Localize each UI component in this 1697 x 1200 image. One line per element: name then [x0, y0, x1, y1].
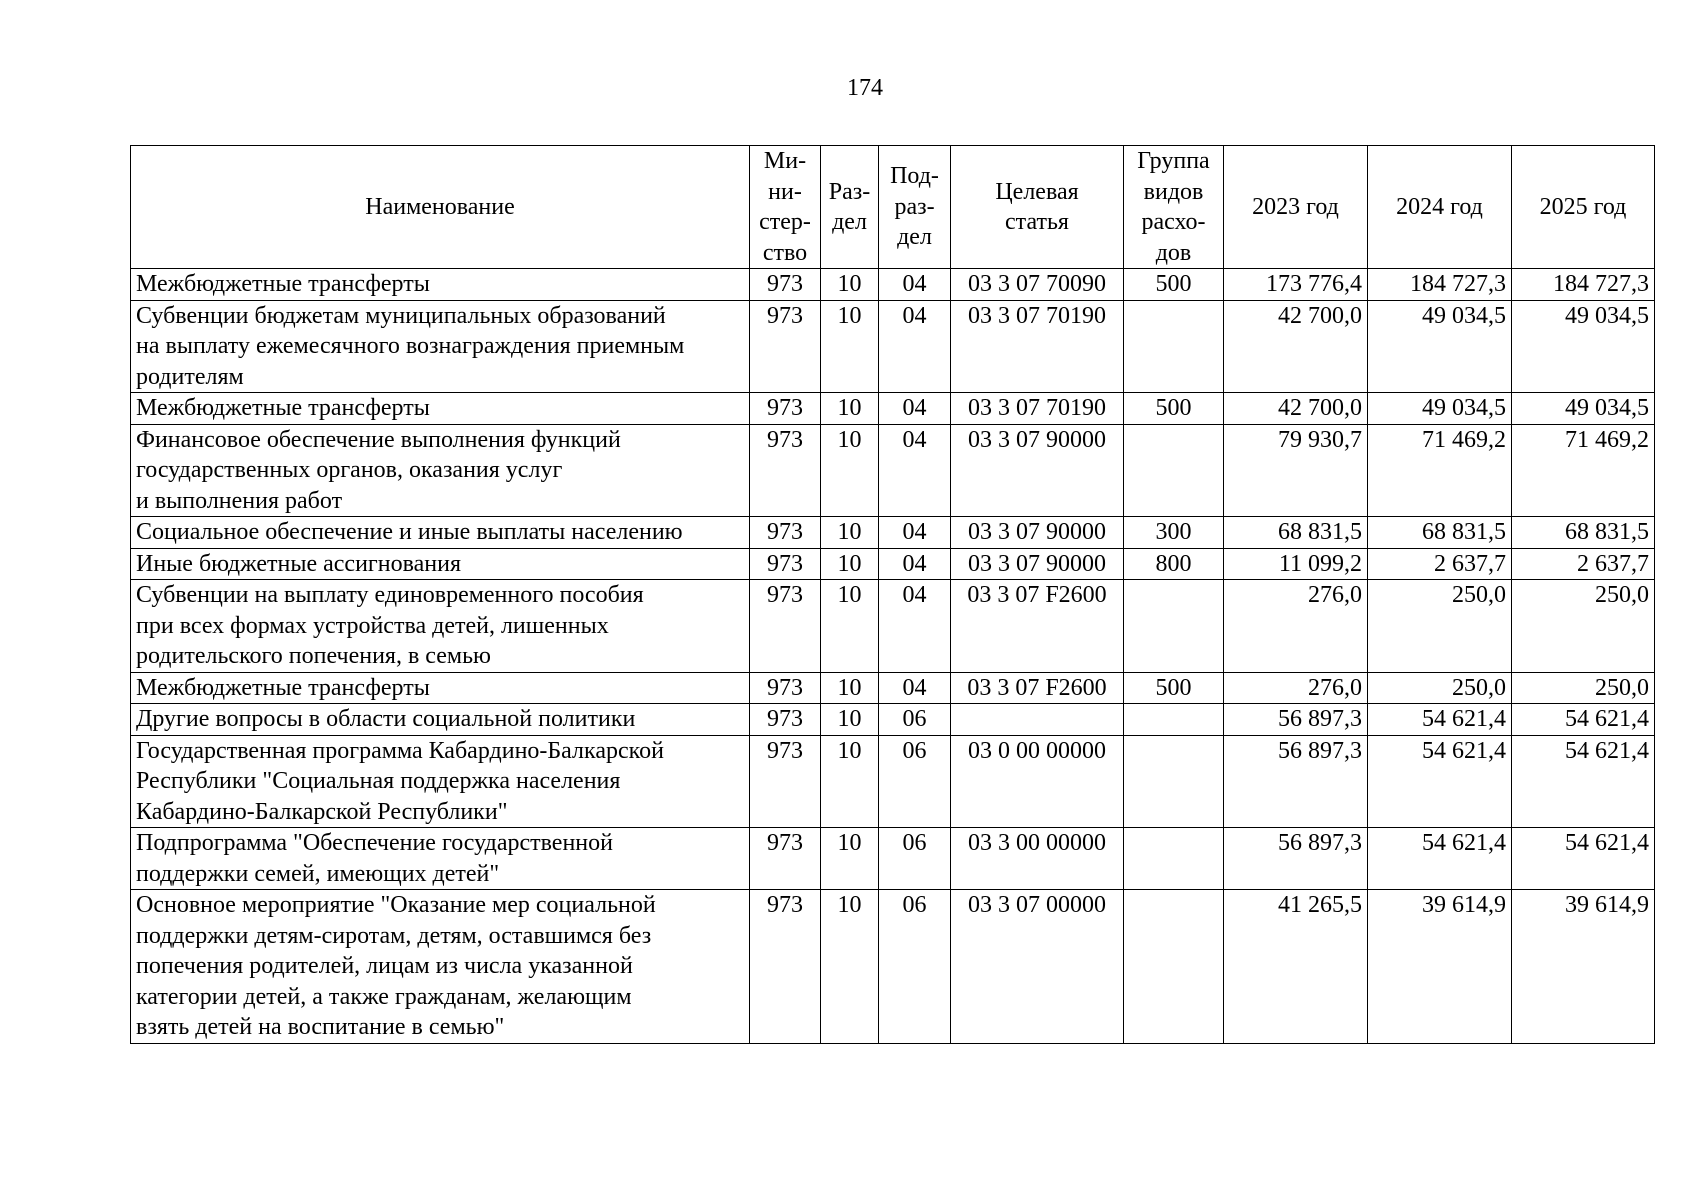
cell-2024: 184 727,3	[1368, 269, 1512, 301]
cell-target: 03 3 07 70190	[951, 393, 1124, 425]
table-row	[131, 580, 1655, 673]
header-row	[131, 146, 1655, 269]
cell-2024: 71 469,2	[1368, 424, 1512, 517]
cell-name: Финансовое обеспечение выполнения функций государственных органов, оказания услуг и выполнения работ	[131, 424, 750, 517]
cell-2025: 250,0	[1512, 580, 1655, 673]
cell-ministry: 973	[750, 393, 821, 425]
cell-2023: 276,0	[1224, 672, 1368, 704]
cell-2023: 11 099,2	[1224, 548, 1368, 580]
cell-target: 03 3 07 F2600	[951, 580, 1124, 673]
header-section: Раз- дел	[821, 146, 879, 269]
page-number: 174	[847, 75, 883, 101]
header-expense-group: Группа видов расхо- дов	[1124, 146, 1224, 269]
cell-subsection: 06	[879, 890, 951, 1044]
table-row	[131, 672, 1655, 704]
cell-ministry: 973	[750, 548, 821, 580]
cell-subsection: 04	[879, 672, 951, 704]
cell-ministry: 973	[750, 517, 821, 549]
cell-target: 03 3 07 70190	[951, 300, 1124, 393]
cell-expense-group	[1124, 704, 1224, 736]
cell-ministry: 973	[750, 300, 821, 393]
cell-name: Другие вопросы в области социальной политики	[131, 704, 750, 736]
header-name: Наименование	[131, 146, 750, 269]
cell-2024: 68 831,5	[1368, 517, 1512, 549]
cell-section: 10	[821, 580, 879, 673]
cell-target	[951, 704, 1124, 736]
cell-expense-group: 500	[1124, 393, 1224, 425]
header-2023: 2023 год	[1224, 146, 1368, 269]
cell-2025: 54 621,4	[1512, 828, 1655, 890]
cell-section: 10	[821, 735, 879, 828]
cell-expense-group: 500	[1124, 269, 1224, 301]
cell-2023: 173 776,4	[1224, 269, 1368, 301]
cell-ministry: 973	[750, 424, 821, 517]
cell-expense-group: 800	[1124, 548, 1224, 580]
cell-section: 10	[821, 828, 879, 890]
cell-section: 10	[821, 424, 879, 517]
cell-ministry: 973	[750, 890, 821, 1044]
cell-2023: 56 897,3	[1224, 735, 1368, 828]
cell-expense-group: 500	[1124, 672, 1224, 704]
cell-ministry: 973	[750, 828, 821, 890]
cell-subsection: 04	[879, 300, 951, 393]
cell-target: 03 3 07 90000	[951, 424, 1124, 517]
table-row	[131, 704, 1655, 736]
cell-2024: 54 621,4	[1368, 828, 1512, 890]
cell-2023: 276,0	[1224, 580, 1368, 673]
header-2025: 2025 год	[1512, 146, 1655, 269]
cell-name: Государственная программа Кабардино-Балкарской Республики "Социальная поддержка населения Кабардино-Балкарской Республики"	[131, 735, 750, 828]
cell-2024: 250,0	[1368, 580, 1512, 673]
cell-subsection: 06	[879, 828, 951, 890]
cell-subsection: 06	[879, 704, 951, 736]
cell-2024: 2 637,7	[1368, 548, 1512, 580]
header-ministry: Ми- ни- стер- ство	[750, 146, 821, 269]
cell-ministry: 973	[750, 704, 821, 736]
cell-2024: 49 034,5	[1368, 300, 1512, 393]
cell-2025: 49 034,5	[1512, 393, 1655, 425]
cell-target: 03 0 00 00000	[951, 735, 1124, 828]
cell-name: Межбюджетные трансферты	[131, 393, 750, 425]
cell-subsection: 06	[879, 735, 951, 828]
cell-name: Субвенции бюджетам муниципальных образований на выплату ежемесячного вознаграждения приемным родителям	[131, 300, 750, 393]
cell-target: 03 3 07 F2600	[951, 672, 1124, 704]
cell-section: 10	[821, 548, 879, 580]
cell-target: 03 3 07 90000	[951, 548, 1124, 580]
cell-subsection: 04	[879, 269, 951, 301]
cell-name: Иные бюджетные ассигнования	[131, 548, 750, 580]
cell-2025: 54 621,4	[1512, 735, 1655, 828]
cell-2025: 184 727,3	[1512, 269, 1655, 301]
table-row	[131, 517, 1655, 549]
cell-section: 10	[821, 890, 879, 1044]
cell-ministry: 973	[750, 580, 821, 673]
cell-2023: 56 897,3	[1224, 828, 1368, 890]
cell-target: 03 3 00 00000	[951, 828, 1124, 890]
table-row	[131, 735, 1655, 828]
table-row	[131, 300, 1655, 393]
cell-2025: 71 469,2	[1512, 424, 1655, 517]
cell-2024: 49 034,5	[1368, 393, 1512, 425]
budget-table	[130, 145, 1655, 1044]
cell-ministry: 973	[750, 269, 821, 301]
cell-name: Основное мероприятие "Оказание мер социальной поддержки детям-сиротам, детям, оставшимся без попечения родителей, лицам из числа указанной категории детей, а также гражданам, желающим взять детей на воспитание в семью"	[131, 890, 750, 1044]
cell-subsection: 04	[879, 580, 951, 673]
cell-expense-group	[1124, 735, 1224, 828]
cell-2025: 68 831,5	[1512, 517, 1655, 549]
cell-expense-group	[1124, 890, 1224, 1044]
table-row	[131, 424, 1655, 517]
cell-2025: 54 621,4	[1512, 704, 1655, 736]
cell-2023: 79 930,7	[1224, 424, 1368, 517]
cell-2025: 2 637,7	[1512, 548, 1655, 580]
cell-subsection: 04	[879, 517, 951, 549]
cell-2023: 68 831,5	[1224, 517, 1368, 549]
cell-target: 03 3 07 00000	[951, 890, 1124, 1044]
cell-section: 10	[821, 672, 879, 704]
cell-section: 10	[821, 704, 879, 736]
cell-section: 10	[821, 517, 879, 549]
table-row	[131, 393, 1655, 425]
cell-expense-group	[1124, 580, 1224, 673]
cell-subsection: 04	[879, 393, 951, 425]
cell-subsection: 04	[879, 424, 951, 517]
cell-section: 10	[821, 300, 879, 393]
cell-section: 10	[821, 393, 879, 425]
cell-2025: 49 034,5	[1512, 300, 1655, 393]
cell-ministry: 973	[750, 672, 821, 704]
table-row	[131, 828, 1655, 890]
cell-ministry: 973	[750, 735, 821, 828]
cell-expense-group: 300	[1124, 517, 1224, 549]
cell-expense-group	[1124, 828, 1224, 890]
cell-name: Подпрограмма "Обеспечение государственной поддержки семей, имеющих детей"	[131, 828, 750, 890]
header-target: Целевая статья	[951, 146, 1124, 269]
table-row	[131, 269, 1655, 301]
cell-2023: 56 897,3	[1224, 704, 1368, 736]
header-2024: 2024 год	[1368, 146, 1512, 269]
cell-2024: 54 621,4	[1368, 704, 1512, 736]
cell-2024: 54 621,4	[1368, 735, 1512, 828]
cell-section: 10	[821, 269, 879, 301]
cell-expense-group	[1124, 300, 1224, 393]
cell-2024: 250,0	[1368, 672, 1512, 704]
cell-2025: 250,0	[1512, 672, 1655, 704]
cell-2023: 42 700,0	[1224, 393, 1368, 425]
cell-name: Субвенции на выплату единовременного пособия при всех формах устройства детей, лишенных родительского попечения, в семью	[131, 580, 750, 673]
cell-expense-group	[1124, 424, 1224, 517]
cell-subsection: 04	[879, 548, 951, 580]
cell-2024: 39 614,9	[1368, 890, 1512, 1044]
cell-target: 03 3 07 90000	[951, 517, 1124, 549]
cell-name: Социальное обеспечение и иные выплаты населению	[131, 517, 750, 549]
cell-2025: 39 614,9	[1512, 890, 1655, 1044]
cell-name: Межбюджетные трансферты	[131, 672, 750, 704]
cell-target: 03 3 07 70090	[951, 269, 1124, 301]
header-subsection: Под- раз- дел	[879, 146, 951, 269]
table-row	[131, 890, 1655, 1044]
cell-name: Межбюджетные трансферты	[131, 269, 750, 301]
cell-2023: 42 700,0	[1224, 300, 1368, 393]
table-row	[131, 548, 1655, 580]
cell-2023: 41 265,5	[1224, 890, 1368, 1044]
